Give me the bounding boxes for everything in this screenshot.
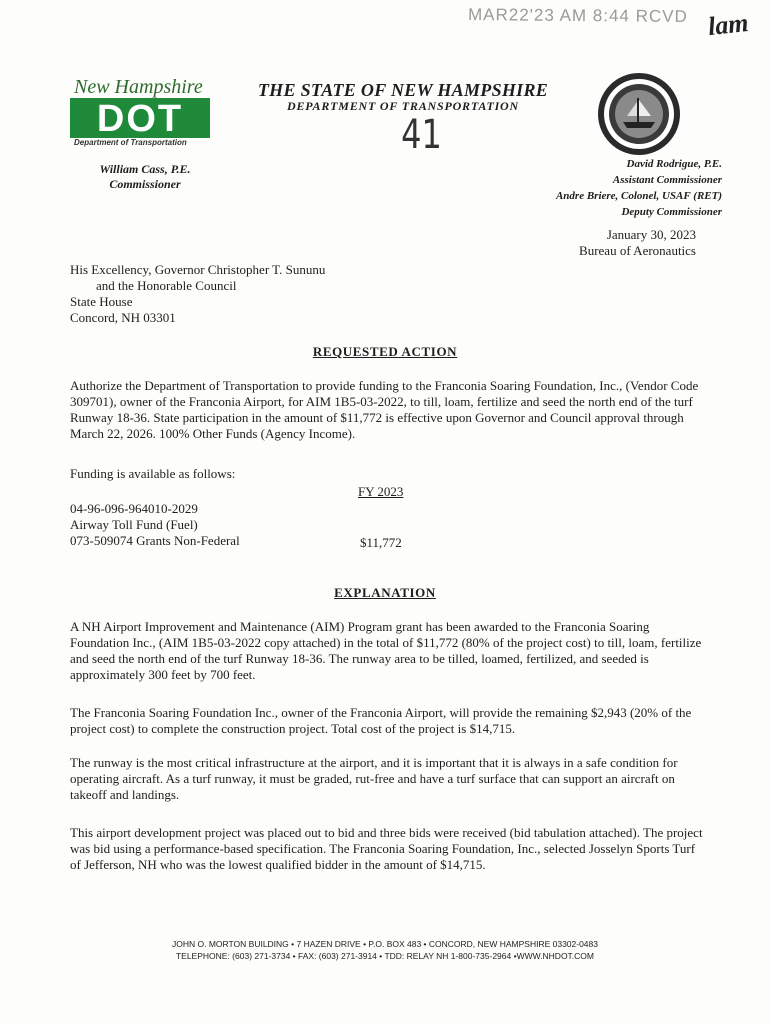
funding-account-code: 04-96-096-964010-2029 xyxy=(70,501,198,516)
bureau-name: Bureau of Aeronautics xyxy=(579,243,696,258)
handwritten-initials: lam xyxy=(706,7,750,42)
funding-intro: Funding is available as follows: xyxy=(70,466,236,481)
explanation-paragraph-3: The runway is the most critical infrastructure at the airport, and it is important that it is always in a safe condition for operating aircraft. As a turf runway, it must be graded, rut-free and have a turf surface that can support an aircraft on takeoff and landings. xyxy=(70,755,678,802)
addressee-line-1: His Excellency, Governor Christopher T. Sununu xyxy=(70,262,326,277)
assistant-officials-block xyxy=(536,156,722,220)
explanation-paragraph-2: The Franconia Soaring Foundation Inc., owner of the Franconia Airport, will provide the remaining $2,943 (20% of the project cost) to complete the construction project. Total cost of the project is $14,715. xyxy=(70,705,692,736)
addressee-line-2: and the Honorable Council xyxy=(96,278,237,293)
state-seal xyxy=(597,72,681,161)
date-block xyxy=(500,227,696,259)
addressee-line-3: State House xyxy=(70,294,133,309)
letter-date: January 30, 2023 xyxy=(606,227,696,242)
funding-fund-name: Airway Toll Fund (Fuel) xyxy=(70,517,198,532)
funding-fy-header: FY 2023 xyxy=(358,484,404,499)
requested-action-heading: REQUESTED ACTION xyxy=(312,344,458,359)
commissioner-title: Commissioner xyxy=(109,177,181,191)
assistant-commissioner-title: Assistant Commissioner xyxy=(612,174,722,186)
deputy-commissioner-title: Deputy Commissioner xyxy=(621,206,722,218)
assistant-commissioner-name: David Rodrigue, P.E. xyxy=(626,158,722,170)
footer-address: JOHN O. MORTON BUILDING • 7 HAZEN DRIVE • P.O. BOX 483 • CONCORD, NEW HAMPSHIRE 03302-0483 xyxy=(171,939,598,949)
requested-action-text xyxy=(70,378,706,442)
state-title: THE STATE OF NEW HAMPSHIRE xyxy=(257,80,549,100)
funding-amount: $11,772 xyxy=(360,535,402,550)
letterhead-footer xyxy=(0,938,770,962)
explanation-heading: EXPLANATION xyxy=(334,585,436,600)
logo-subtitle: Department of Transportation xyxy=(74,138,187,147)
deputy-commissioner-name: Andre Briere, Colonel, USAF (RET) xyxy=(555,190,722,202)
item-number: 41 xyxy=(401,112,442,158)
logo-script-text: New Hampshire xyxy=(74,76,203,98)
nhdot-logo xyxy=(70,98,210,143)
addressee-block xyxy=(70,262,325,326)
department-title: DEPARTMENT OF TRANSPORTATION xyxy=(287,99,519,113)
commissioner-name: William Cass, P.E. xyxy=(99,162,191,176)
footer-contact: TELEPHONE: (603) 271-3734 • FAX: (603) 271-3914 • TDD: RELAY NH 1-800-735-2964 •WWW.NHDOT.COM xyxy=(175,951,595,961)
funding-line-item: 073-509074 Grants Non-Federal xyxy=(70,533,240,548)
commissioner-block xyxy=(66,162,224,192)
addressee-line-4: Concord, NH 03301 xyxy=(70,310,176,325)
explanation-paragraph-1: A NH Airport Improvement and Maintenance (AIM) Program grant has been awarded to the Franconia Soaring Foundation Inc., (AIM 1B5-03-2022 copy attached) in the total of $11,772 (80% of the project cost) to till, loam, fertilize and seed the north end of the turf Runway 18-36. The runway area to be tilled, loamed, fertilized, and seeded is approximately 300 feet by 700 feet. xyxy=(70,619,702,682)
funding-accounts xyxy=(70,501,240,549)
explanation-paragraph-4: This airport development project was placed out to bid and three bids were received (bid tabulation attached). The project was bid using a performance-based specification. The Franconia Soaring Foundation, Inc., selected Josselyn Sports Turf of Jefferson, NH who was the lowest qualified bidder in the amount of $14,715. xyxy=(70,825,703,872)
receipt-stamp: MAR22'23 AM 8:44 RCVD xyxy=(467,5,688,26)
requested-action-paragraph: Authorize the Department of Transportation to provide funding to the Franconia Soaring Foundation, Inc., (Vendor Code 309701), owner of the Franconia Airport, for AIM 1B5-03-2022, to till, loam, fertilize and seed the north end of the turf Runway 18-36. State participation in the amount of $11,772 is effective upon Governor and Council approval through March 22, 2026. 100% Other Funds (Agency Income). xyxy=(70,378,699,441)
logo-letters: DOT xyxy=(96,98,184,138)
